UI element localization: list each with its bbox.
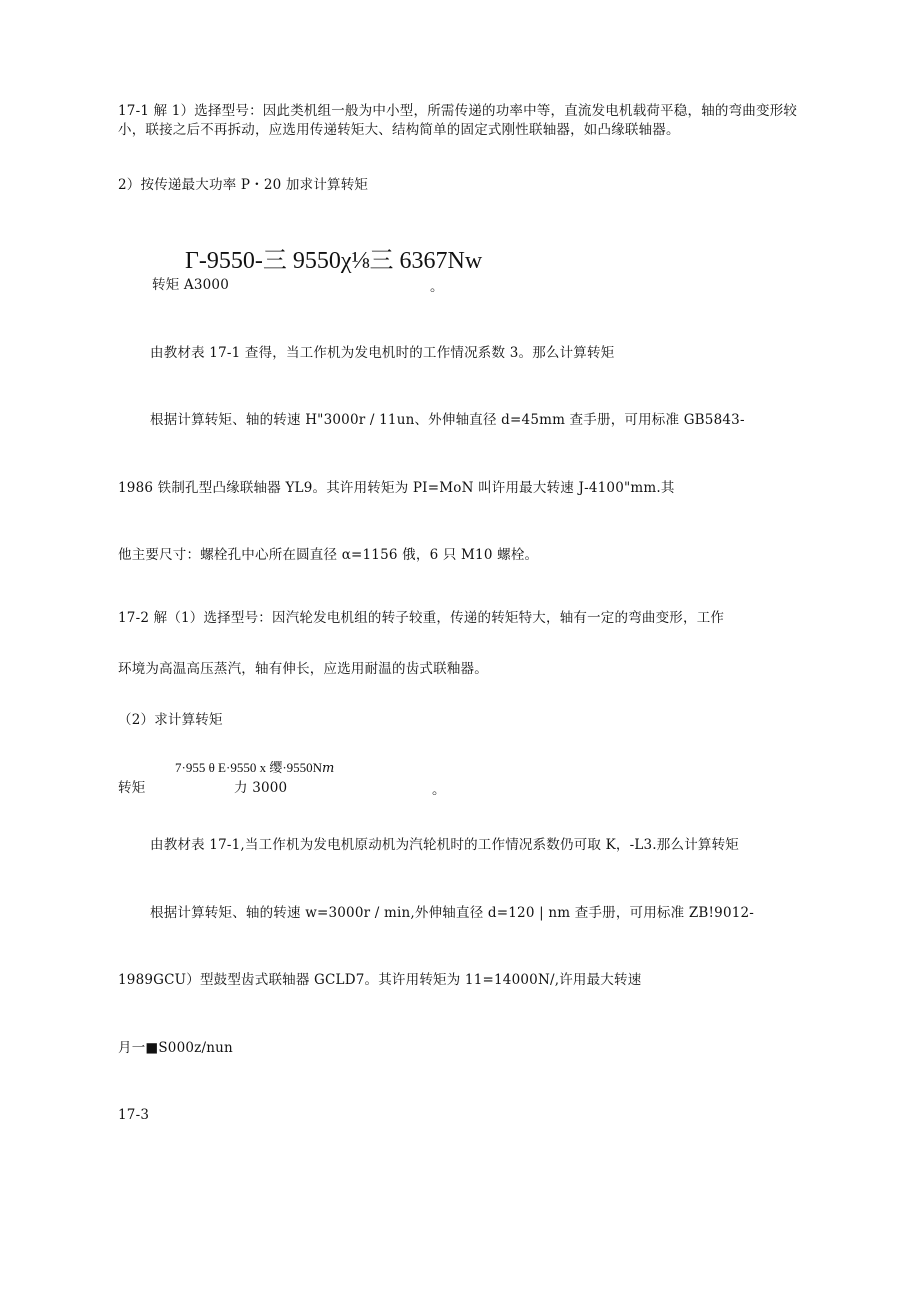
paragraph-max-speed: 月一■S000z/nun [118,1040,233,1056]
paragraph-17-1-line2: 小，联接之后不再拆动，应选用传递转矩大、结构简单的固定式刚性联轴器，如凸缘联轴器。 [118,122,680,138]
paragraph-table-lookup-1: 由教材表 17-1 查得，当工作机为发电机时的工作情况系数 3。那么计算转矩 [150,345,615,361]
step-2-heading: 2）按传递最大功率 P・20 加求计算转矩 [118,177,369,193]
paragraph-handbook-2: 根据计算转矩、轴的转速 w=3000r / min,外伸轴直径 d=120 | nm 查手册，可用标准 ZB!9012- [150,905,755,921]
paragraph-17-2-line1: 17-2 解（1）选择型号：因汽轮发电机组的转子较重，传递的转矩特大，轴有一定的弯曲变形，工作 [118,610,725,626]
torque-formula-2-period: 。 [432,782,446,798]
paragraph-coupling-yl9: 1986 铁制孔型凸缘联轴器 YL9。其许用转矩为 PI=MoN 叫许用最大转速 J-4100"mm.其 [118,480,675,496]
paragraph-handbook-1: 根据计算转矩、轴的转速 H"3000r / 11un、外伸轴直径 d=45mm 查手册，可用标准 GB5843- [150,412,745,428]
paragraph-dimensions: 他主要尺寸：螺栓孔中心所在圆直径 α=1156 俄，6 只 M10 螺栓。 [118,547,539,563]
torque-formula-1-period: 。 [430,279,444,295]
torque-formula-2-denominator: 力 3000 [234,780,288,796]
paragraph-table-lookup-2: 由教材表 17-1,当工作机为发电机原动机为汽轮机时的工作情况系数仍可取 K，-L3.那么计算转矩 [150,837,739,853]
torque-formula-1-label: 转矩 A3000 [152,277,229,293]
paragraph-17-2-line2: 环境为高温高压蒸汽，轴有伸长，应选用耐温的齿式联釉器。 [118,661,488,677]
torque-formula-2: 7·955 θ E·9550 x 缨·9550N𝑚 [175,760,335,775]
paragraph-17-1-line1: 17-1 解 1）选择型号：因此类机组一般为中小型，所需传递的功率中等，直流发电机载荷平稳，轴的弯曲变形较 [118,103,798,119]
torque-formula-2-label: 转矩 [118,780,146,796]
torque-formula-1: Γ-9550-三 9550χ⅛三 6367Nw [185,248,483,274]
paragraph-coupling-gcld7: 1989GCU）型鼓型齿式联轴器 GCLD7。其许用转矩为 11=14000N/,许用最大转速 [118,972,642,988]
section-17-3-heading: 17-3 [118,1107,150,1123]
step-2-compute-torque: （2）求计算转矩 [118,712,223,728]
